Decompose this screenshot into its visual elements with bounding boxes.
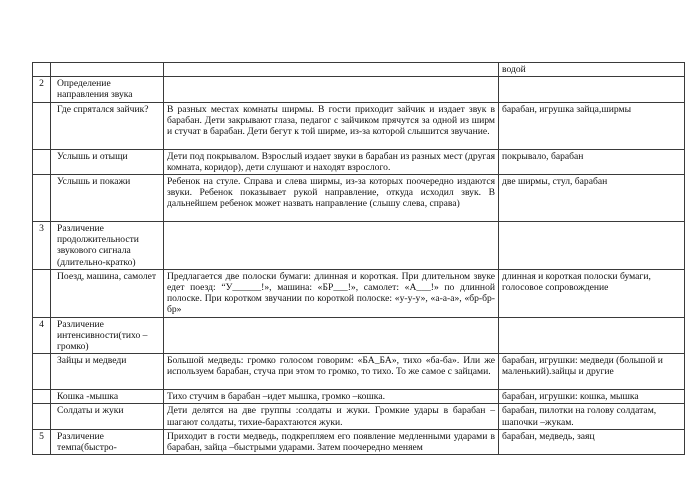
activity-table [32, 62, 685, 455]
activity-description [164, 63, 499, 77]
activity-description [164, 77, 499, 102]
row-number [33, 354, 51, 390]
row-number [33, 175, 51, 222]
activity-description: Большой медведь: громко голосом говорим: «БА_БА», тихо «ба-ба». Или же используем барабан, стуча при этом то громко, то тихо. То же самое с зайцами. [164, 354, 499, 390]
table-row [33, 175, 685, 222]
table-row [33, 429, 685, 454]
activity-materials: длинная и короткая полоски бумаги, голосовое сопровождение [499, 269, 685, 317]
row-number [33, 390, 51, 404]
table-row [33, 102, 685, 149]
table-row [33, 222, 685, 270]
activity-description: Ребенок на стуле. Справа и слева ширмы, из-за которых поочередно издаются звуки. Ребенок показывает рукой направление, откуда исходил звук. В дальнейшем ребенок может назвать направление (слышу слева, справа) [164, 175, 499, 222]
activity-description: Дети делятся на две группы :солдаты и жуки. Громкие удары в барабан –шагают солдаты, тихие-барахтаются жуки. [164, 404, 499, 429]
row-number [33, 404, 51, 429]
activity-description [164, 222, 499, 270]
table-row [33, 354, 685, 390]
activity-name: Кошка -мышка [51, 390, 164, 404]
row-number [33, 269, 51, 317]
activity-materials: барабан, игрушки: кошка, мышка [499, 390, 685, 404]
activity-materials [499, 222, 685, 270]
activity-description: Тихо стучим в барабан –идет мышка, громко –кошка. [164, 390, 499, 404]
table-row [33, 317, 685, 354]
activity-description: Дети под покрывалом. Взрослый издает звуки в барабан из разных мест (другая комната, коридор), дети слушают и находят взрослого. [164, 149, 499, 174]
activity-description: Предлагается две полоски бумаги: длинная и короткая. При длительном звуке едет поезд: “У______!», машина: «БР___!», самолет: «А___!» по длинной полоске. При коротком звучании по короткой полоске: «у-у-у», «а-а-а», «бр-бр-бр» [164, 269, 499, 317]
activity-materials [499, 77, 685, 102]
row-number [33, 102, 51, 149]
activity-materials: барабан, пилотки на голову солдатам, шапочки –жукам. [499, 404, 685, 429]
activity-name: Поезд, машина, самолет [51, 269, 164, 317]
table-row [33, 269, 685, 317]
activity-name [51, 63, 164, 77]
section-title: Различение темпа(быстро- [51, 429, 164, 454]
activity-description [164, 317, 499, 354]
table-row [33, 404, 685, 429]
table-row [33, 63, 685, 77]
row-number: 2 [33, 77, 51, 102]
activity-materials: барабан, медведь, заяц [499, 429, 685, 454]
activity-name: Солдаты и жуки [51, 404, 164, 429]
table-row [33, 77, 685, 102]
row-number [33, 149, 51, 174]
activity-materials: водой [499, 63, 685, 77]
activity-materials: две ширмы, стул, барабан [499, 175, 685, 222]
row-number [33, 63, 51, 77]
activity-table-page [32, 62, 684, 455]
activity-materials: покрывало, барабан [499, 149, 685, 174]
activity-name: Услышь и отыщи [51, 149, 164, 174]
section-title: Определение направления звука [51, 77, 164, 102]
table-row [33, 390, 685, 404]
activity-description: В разных местах комнаты ширмы. В гости приходит зайчик и издает звук в барабан. Дети закрывают глаза, педагог с зайчиком прячутся за одной из ширм и стучат в барабан. Дети бегут к той ширме, из-за которой слышится звучание. [164, 102, 499, 149]
activity-materials [499, 317, 685, 354]
activity-name: Зайцы и медведи [51, 354, 164, 390]
section-title: Различение продолжительности звукового сигнала (длительно-кратко) [51, 222, 164, 270]
activity-name: Где спрятался зайчик? [51, 102, 164, 149]
activity-description: Приходит в гости медведь, подкрепляем его появление медленными ударами в барабан, зайца –быстрыми ударами. Затем поочередно меняем [164, 429, 499, 454]
section-title: Различение интенсивности(тихо – громко) [51, 317, 164, 354]
row-number: 4 [33, 317, 51, 354]
activity-materials: барабан, игрушки: медведи (большой и маленький).зайцы и другие [499, 354, 685, 390]
row-number: 5 [33, 429, 51, 454]
row-number: 3 [33, 222, 51, 270]
table-row [33, 149, 685, 174]
activity-name: Услышь и покажи [51, 175, 164, 222]
activity-materials: барабан, игрушка зайца,ширмы [499, 102, 685, 149]
